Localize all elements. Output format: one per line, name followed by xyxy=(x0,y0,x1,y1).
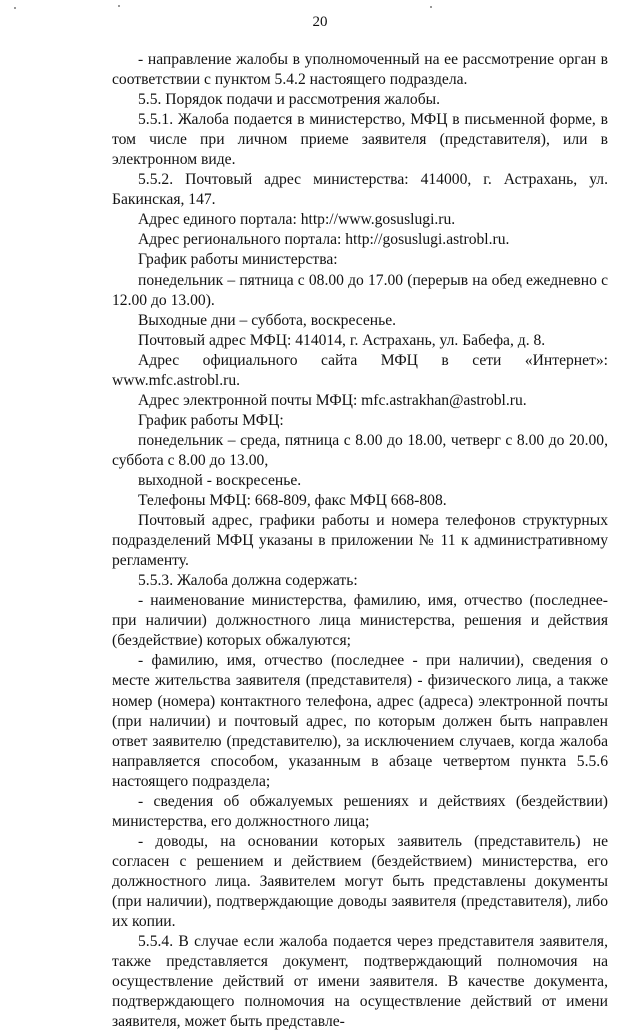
paragraph-ministry-schedule: понедельник – пятница с 08.00 до 17.00 (перерыв на обед ежедневно с 12.00 до 13.00). xyxy=(112,271,608,309)
paragraph-complaint-direction: - направление жалобы в уполномоченный на ее рассмотрение орган в соответствии с пунктом 5.4.2 настоящего подраздела. xyxy=(112,51,608,89)
paragraph-mfc-day-off: выходной - воскресенье. xyxy=(138,471,302,489)
paragraph-5-5-2: 5.5.2. Почтовый адрес министерства: 414000, г. Астрахань, ул. Бакинская, 147. xyxy=(112,171,608,209)
list-item-applicant-details: - фамилию, имя, отчество (последнее - при наличии), сведения о месте жительства заявителя (представителя) - физического лица, а также номер (номера) контактного телефона, адрес (адреса) электронной почты (при наличии) и почтовый адрес, по которым должен быть направлен ответ заявителю (представителю), за исключением случаев, когда жалоба направляется способом, указанным в абзаце четвертом пункта 5.5.6 настоящего подраздела; xyxy=(112,652,608,790)
paragraph-unified-portal: Адрес единого портала: http://www.gosuslugi.ru. xyxy=(138,211,456,229)
scan-artifact xyxy=(118,5,120,7)
scan-artifact xyxy=(430,6,432,8)
paragraph-mfc-schedule: понедельник – среда, пятница с 8.00 до 18.00, четверг с 8.00 до 20.00, суббота с 8.00 до 13.00, xyxy=(112,431,608,469)
paragraph-5-5-3: 5.5.3. Жалоба должна содержать: xyxy=(138,572,358,590)
list-item-appealed-decisions: - сведения об обжалуемых решениях и действиях (бездействии) министерства, его должностного лица; xyxy=(112,792,608,830)
paragraph-5-5-1: 5.5.1. Жалоба подается в министерство, МФЦ в письменной форме, в том числе при личном приеме заявителя (представителя), или в электронном виде. xyxy=(112,111,608,169)
section-heading-5-5: 5.5. Порядок подачи и рассмотрения жалобы. xyxy=(138,91,440,109)
page-number: 20 xyxy=(312,14,328,30)
paragraph-days-off: Выходные дни – суббота, воскресенье. xyxy=(138,311,397,329)
paragraph-mfc-website: Адрес официального сайта МФЦ в сети «Интернет»: www.mfc.astrobl.ru. xyxy=(112,351,608,389)
paragraph-mfc-phones: Телефоны МФЦ: 668-809, факс МФЦ 668-808. xyxy=(138,492,447,510)
paragraph-mfc-schedule-title: График работы МФЦ: xyxy=(138,411,284,429)
paragraph-mfc-email: Адрес электронной почты МФЦ: mfc.astrakhan@astrobl.ru. xyxy=(138,391,527,409)
paragraph-5-5-4: 5.5.4. В случае если жалоба подается через представителя заявителя, также представляется документ, подтверждающий полномочия на осуществление действий от имени заявителя. В качестве документа, подтверждающего полномочия на осуществление действий от имени заявителя, может быть представле- xyxy=(112,933,608,1031)
paragraph-ministry-schedule-title: График работы министерства: xyxy=(138,251,338,269)
paragraph-regional-portal: Адрес регионального портала: http://gosuslugi.astrobl.ru. xyxy=(138,231,510,249)
document-body xyxy=(112,50,608,1032)
scan-artifact xyxy=(14,7,16,9)
list-item-ministry-name: - наименование министерства, фамилию, имя, отчество (последнее-при наличии) должностного лица министерства, решения и действия (бездействие) которых обжалуются; xyxy=(112,592,608,650)
paragraph-mfc-postal-address: Почтовый адрес МФЦ: 414014, г. Астрахань, ул. Бабефа, д. 8. xyxy=(138,331,546,349)
list-item-arguments: - доводы, на основании которых заявитель (представитель) не согласен с решением и действием (бездействием) министерства, его должностного лица. Заявителем могут быть представлены документы (при наличии), подтверждающие доводы заявителя (представителя), либо их копии. xyxy=(112,832,608,931)
paragraph-mfc-divisions: Почтовый адрес, графики работы и номера телефонов структурных подразделений МФЦ указаны в приложении № 11 к административному регламенту. xyxy=(112,512,608,570)
